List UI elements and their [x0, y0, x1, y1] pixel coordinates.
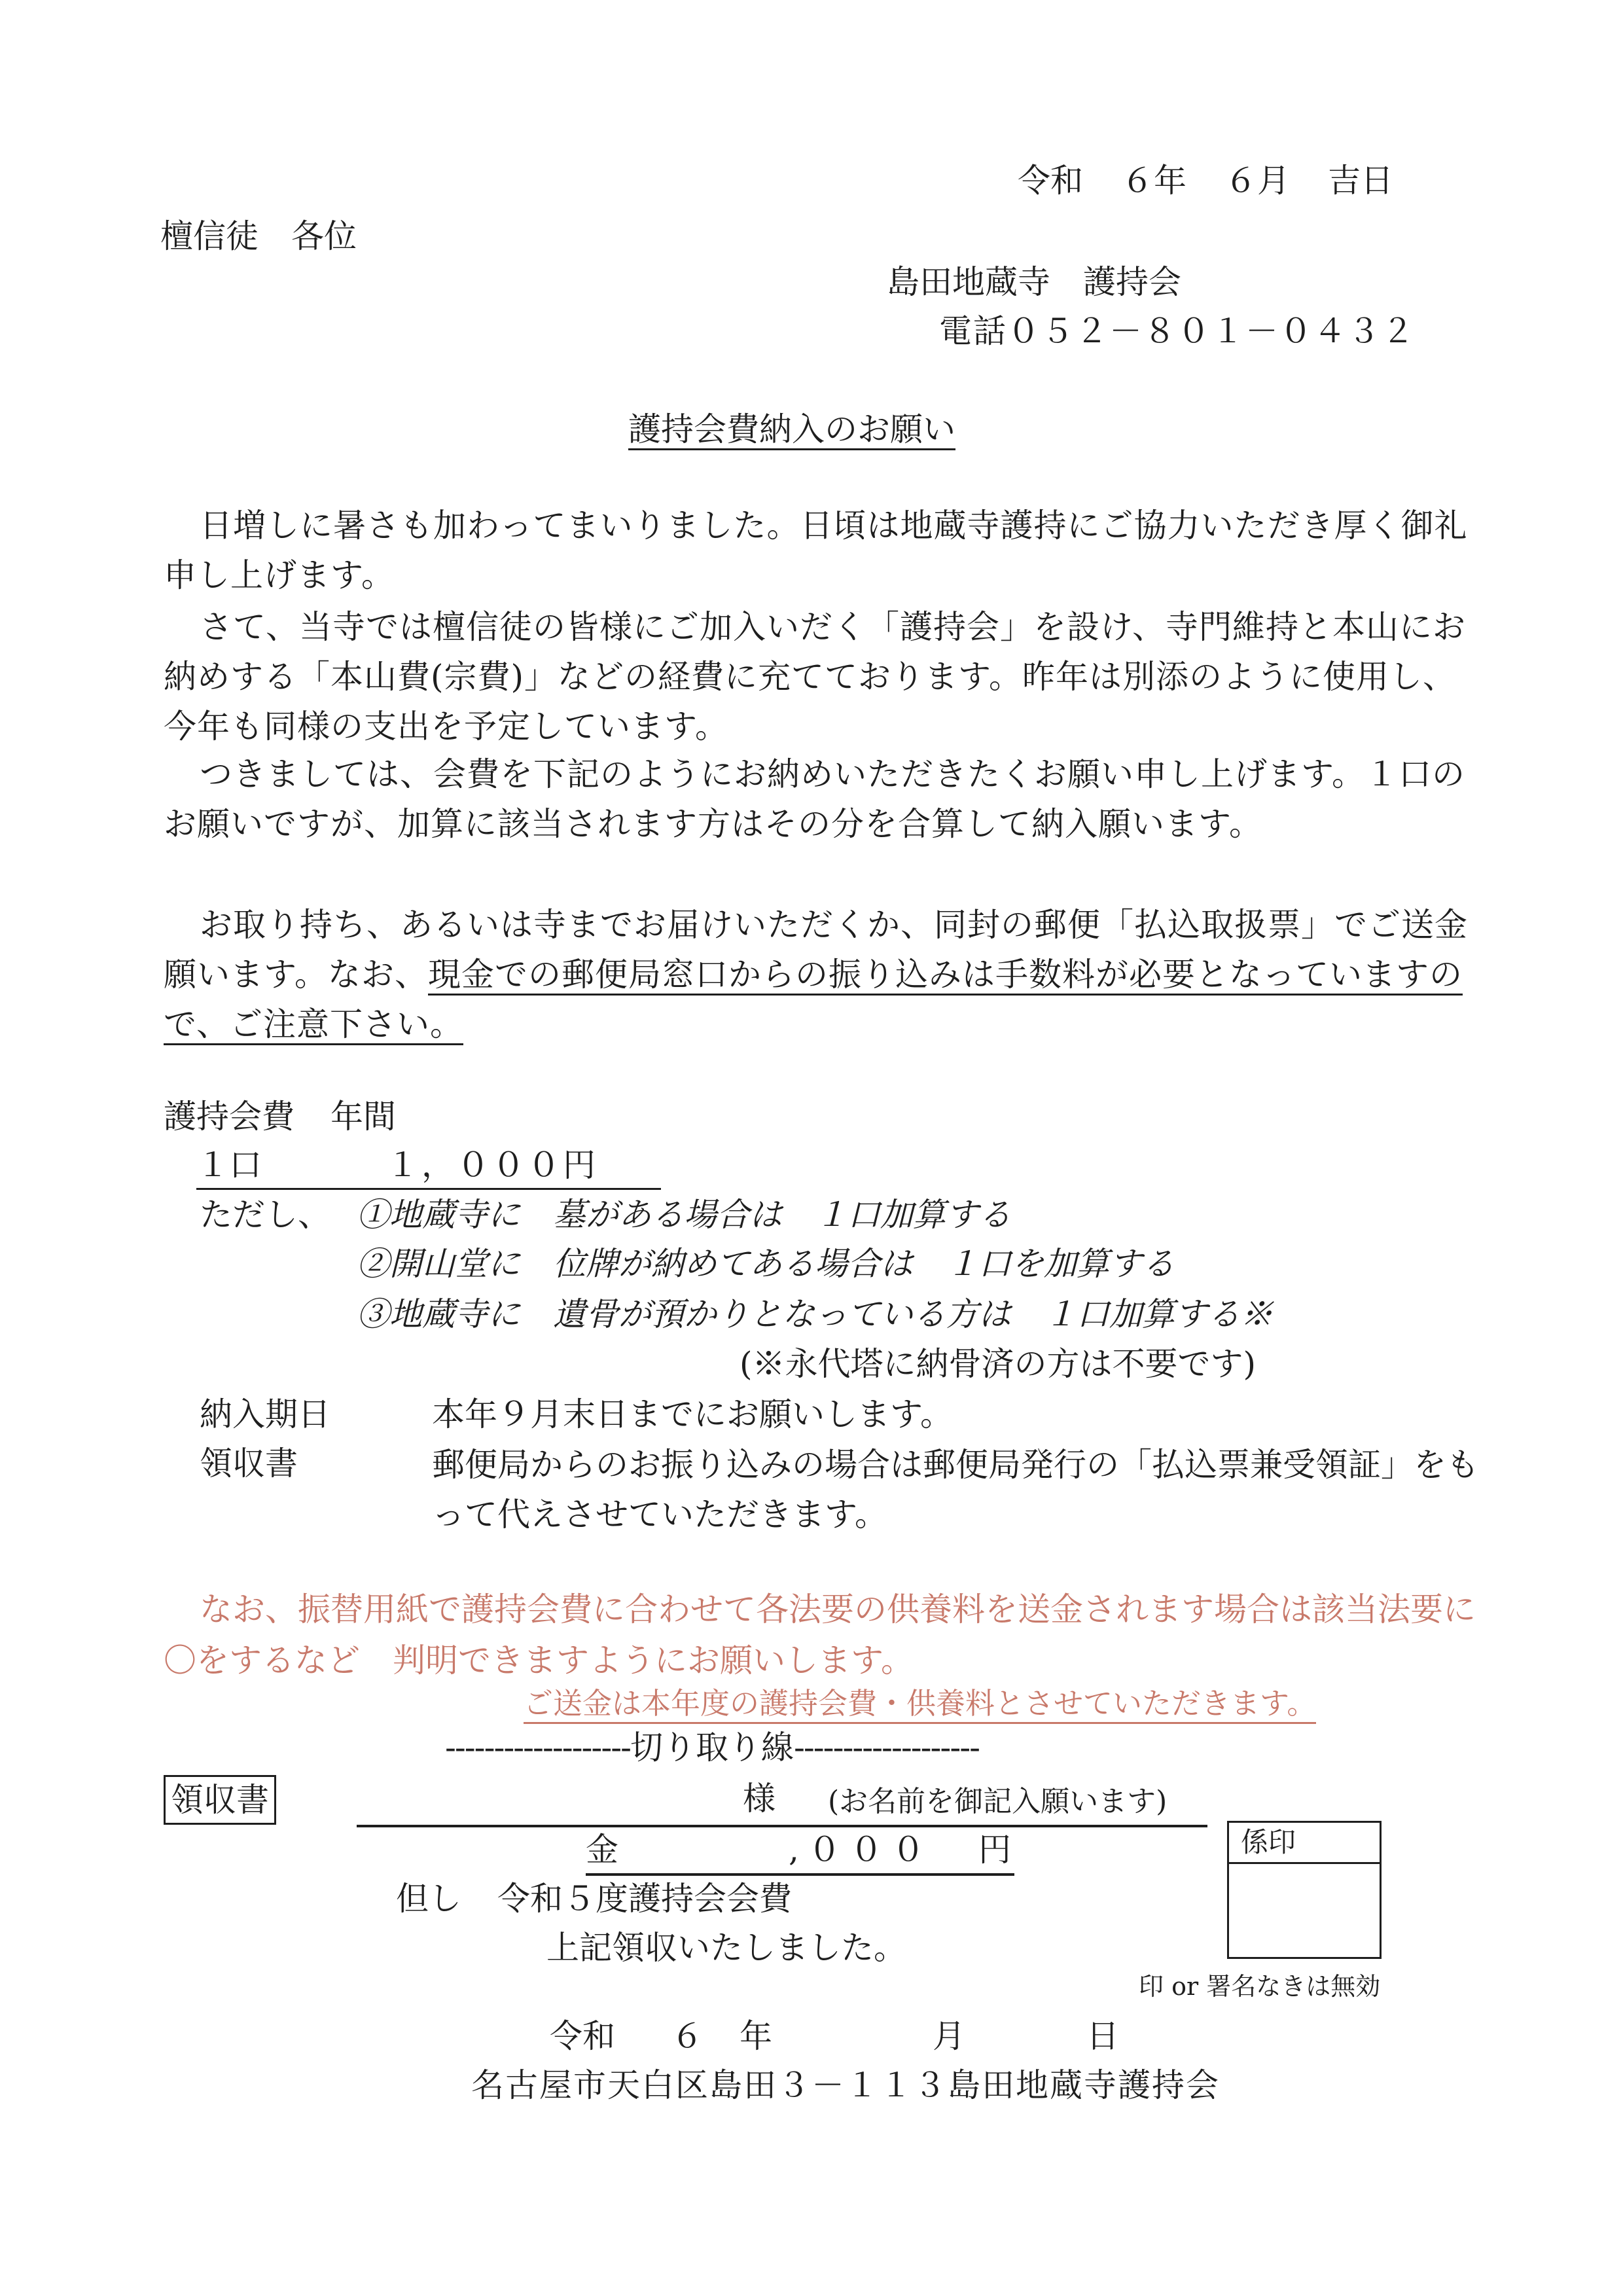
paragraph-request — [164, 749, 1479, 849]
fee-unit: １口 — [196, 1146, 262, 1184]
offering-notice-text: なお、振替用紙で護持会費に合わせて各法要の供養料を送金されます場合は該当法要に〇をするなど 判明できますようにお願いします。 — [164, 1590, 1476, 1679]
receipt-box-label: 領収書 — [164, 1775, 276, 1825]
condition-item: ③地蔵寺に 遺骨が預かりとなっている方は １口加算する※ — [357, 1295, 1273, 1333]
organization-phone: 電話０５２－８０１－０４３２ — [939, 312, 1416, 350]
cut-line-label: 切り取り線 — [630, 1729, 794, 1767]
receipt-purpose-text: 令和５度護持会会費 — [497, 1880, 792, 1918]
offering-notice-underlined: ご送金は本年度の護持会費・供養料とさせていただきます。 — [524, 1685, 1316, 1724]
receipt-value: 郵便局からのお振り込みの場合は郵便局発行の「払込票兼受領証」をもって代えさせていただきます。 — [432, 1446, 1479, 1534]
amount-yen: 円 — [978, 1831, 1011, 1869]
cut-line-dashes-left: ------------------- — [445, 1729, 630, 1767]
paragraph-purpose-text: さて、当寺では檀信徒の皆様にご加入いだく「護持会」を設け、寺門維持と本山にお納めする「本山費(宗費)」などの経費に充てております。昨年は別添のように使用し、今年も同様の支出を予定しています。 — [164, 608, 1466, 745]
receipt-date-day-unit: 日 — [1086, 2017, 1119, 2055]
fee-heading — [164, 1093, 396, 1140]
receipt-purpose — [396, 1875, 792, 1922]
amount-value: ,０００ — [789, 1831, 934, 1869]
date-era: 令和 — [1018, 162, 1083, 200]
fee-title: 護持会費 — [164, 1098, 294, 1136]
receipt-date-era: 令和 — [550, 2017, 615, 2055]
fee-amount: １，０００円 — [386, 1146, 598, 1184]
stamp-note: 印 or 署名なきは無効 — [1139, 1972, 1381, 2001]
fee-unit-line — [196, 1142, 661, 1190]
page-title: 護持会費納入のお願い — [628, 410, 955, 448]
date-month: ６月 — [1224, 162, 1290, 200]
receipt-label: 領収書 — [200, 1444, 298, 1482]
paragraph-request-text: つきましては、会費を下記のようにお納めいただきたくお願い申し上げます。１口のお願いですが、加算に該当されます方はその分を合算して納入願います。 — [164, 755, 1465, 843]
recipient: 檀信徒 各位 — [160, 217, 357, 255]
fee-period: 年間 — [330, 1098, 396, 1136]
condition-note: (※永代塔に納骨済の方は不要です) — [740, 1345, 1257, 1383]
cut-line — [445, 1721, 979, 1768]
paragraph-payment-text: お取り持ち、あるいは寺までお届けいただくか、同封の郵便「払込取扱票」でご送金願います。なお、 — [164, 906, 1468, 994]
paragraph-payment-warning: 現金での郵便局窓口からの振り込みは手数料が必要となっていますので、ご注意下さい。 — [164, 956, 1463, 1043]
cut-line-dashes-right: ------------------- — [794, 1729, 979, 1767]
deadline-value: 本年９月末日までにお願いします。 — [432, 1395, 953, 1433]
receipt-acknowledgement: 上記領収いたしました。 — [546, 1929, 906, 1967]
receipt-date-year: ６ — [671, 2017, 704, 2055]
receipt-date-year-unit: 年 — [740, 2017, 772, 2055]
deadline-label: 納入期日 — [200, 1395, 330, 1433]
conditions-lead: ただし、 — [200, 1196, 330, 1234]
condition-item: ①地蔵寺に 墓がある場合は １口加算する — [357, 1196, 1011, 1234]
honorific-sama: 様 — [743, 1780, 776, 1818]
issue-date — [1018, 157, 1393, 204]
paragraph-payment — [164, 900, 1479, 1049]
stamp-box — [1227, 1821, 1382, 1959]
paragraph-greeting — [164, 501, 1479, 600]
receipt-purpose-lead: 但し — [396, 1880, 461, 1918]
receipt-date-month-unit: 月 — [933, 2017, 965, 2055]
offering-notice — [164, 1584, 1479, 1686]
organization-address: 名古屋市天白区島田３－１１３島田地蔵寺護持会 — [471, 2066, 1220, 2104]
stamp-box-label: 係印 — [1229, 1823, 1380, 1864]
date-day: 吉日 — [1328, 162, 1393, 200]
name-field-note: (お名前を御記入願います) — [828, 1785, 1168, 1818]
organization-name: 島田地蔵寺 護持会 — [887, 263, 1181, 301]
paragraph-purpose — [164, 602, 1479, 751]
condition-item: ②開山堂に 位牌が納めてある場合は １口を加算する — [357, 1245, 1175, 1283]
paragraph-greeting-text: 日増しに暑さも加わってまいりました。日頃は地蔵寺護持にご協力いただき厚く御礼申し上げます。 — [164, 507, 1468, 594]
amount-line — [586, 1826, 1014, 1876]
amount-kin: 金 — [586, 1831, 618, 1869]
date-year: ６年 — [1121, 162, 1186, 200]
